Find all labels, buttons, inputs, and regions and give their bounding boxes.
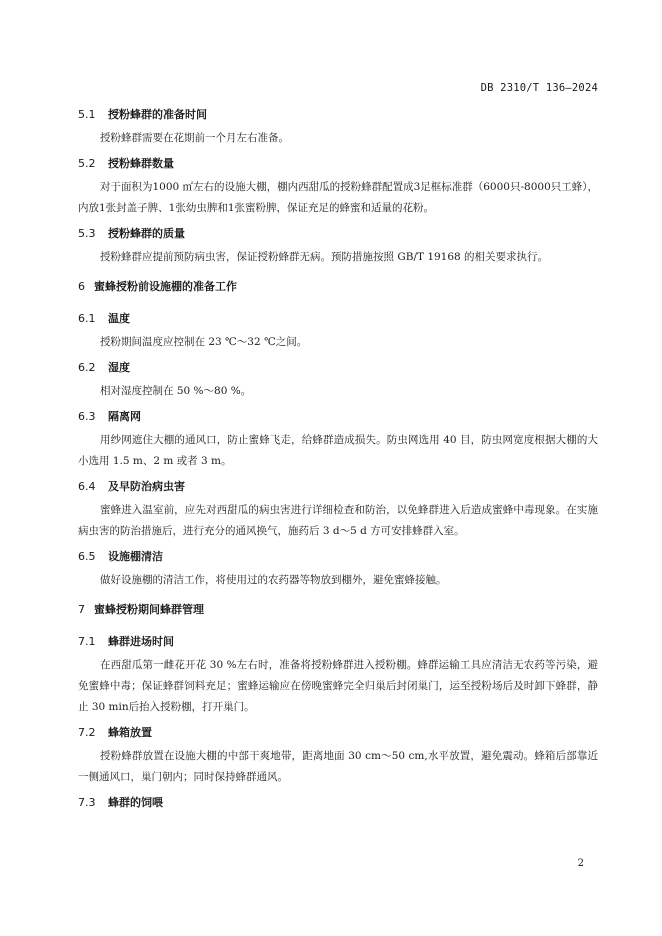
section-paragraph: 授粉蜂群放置在设施大棚的中部干爽地带，距离地面 30 cm～50 cm,水平放置，避免震动。蜂箱后部靠近一侧通风口，巢门朝内；同时保持蜂群通风。 [78,750,598,783]
chapter-heading [78,599,598,621]
section-paragraph: 授粉期间温度应控制在 23 ℃～32 ℃之间。 [100,336,308,348]
section-heading [78,546,598,568]
heading-number: 7.3 [78,796,96,809]
section-paragraph: 在西甜瓜第一雌花开花 30 %左右时，准备将授粉蜂群进入授粉棚。蜂群运输工具应清洁无农药等污染，避免蜜蜂中毒；保证蜂群饲料充足；蜜蜂运输应在傍晚蜜蜂完全归巢后封闭巢门，运至授粉场后及时卸下蜂群，静止 30 min后抬入授粉棚，打开巢门。 [78,659,598,713]
section-paragraph: 授粉蜂群应提前预防病虫害，保证授粉蜂群无病。预防措施按照 GB/T 19168 的相关要求执行。 [100,251,549,263]
section-heading [78,722,598,744]
heading-title: 蜜蜂授粉前设施棚的准备工作 [94,280,237,293]
section-heading [78,357,598,379]
heading-title: 及早防治病虫害 [108,480,185,493]
section-paragraph: 用纱网遮住大棚的通风口，防止蜜蜂飞走，给蜂群造成损失。防虫网选用 40 目，防虫网宽度根据大棚的大小选用 1.5 m、2 m 或者 3 m。 [78,434,598,467]
heading-number: 5.1 [78,108,96,121]
heading-title: 蜜蜂授粉期间蜂群管理 [94,603,204,616]
heading-title: 蜂群进场时间 [108,635,174,648]
heading-number: 6.1 [78,312,96,325]
heading-title: 温度 [108,312,130,325]
section-heading [78,104,598,126]
heading-title: 湿度 [108,361,130,374]
document-id-header: DB 2310/T 136—2024 [480,82,598,94]
section-paragraph: 相对湿度控制在 50 %～80 %。 [100,385,252,397]
page-number: 2 [577,858,584,869]
heading-number: 7 [78,603,85,616]
section-heading [78,308,598,330]
section-heading [78,153,598,175]
heading-number: 7.2 [78,726,96,739]
heading-number: 7.1 [78,635,96,648]
section-heading [78,476,598,498]
heading-number: 6.2 [78,361,96,374]
heading-number: 6.4 [78,480,96,493]
section-heading [78,631,598,653]
heading-number: 6.5 [78,550,96,563]
heading-number: 5.2 [78,157,96,170]
heading-number: 5.3 [78,227,96,240]
heading-title: 蜂箱放置 [108,726,152,739]
section-heading [78,792,598,814]
section-paragraph: 蜜蜂进入温室前，应先对西甜瓜的病虫害进行详细检查和防治，以免蜂群进入后造成蜜蜂中毒现象。在实施病虫害的防治措施后，进行充分的通风换气，施药后 3 d～5 d 方可安排蜂群入室。 [78,504,598,537]
section-paragraph: 授粉蜂群需要在花期前一个月左右准备。 [100,132,289,144]
heading-title: 蜂群的饲喂 [108,796,163,809]
heading-number: 6.3 [78,410,96,423]
section-paragraph: 做好设施棚的清洁工作，将使用过的农药器等物放到棚外，避免蜜蜂接触。 [100,574,447,586]
chapter-heading [78,276,598,298]
heading-title: 授粉蜂群的质量 [108,227,185,240]
section-heading [78,223,598,245]
heading-title: 授粉蜂群数量 [108,157,174,170]
heading-number: 6 [78,280,85,293]
heading-title: 隔离网 [108,410,141,423]
section-heading [78,406,598,428]
section-paragraph: 对于面积为1000 ㎡左右的设施大棚，棚内西甜瓜的授粉蜂群配置成3足框标准群（6000只-8000只工蜂），内放1张封盖子脾、1张幼虫脾和1张蜜粉脾，保证充足的蜂蜜和适量的花粉。 [78,181,598,214]
heading-title: 授粉蜂群的准备时间 [108,108,207,121]
heading-title: 设施棚清洁 [108,550,163,563]
document-body [78,104,598,814]
